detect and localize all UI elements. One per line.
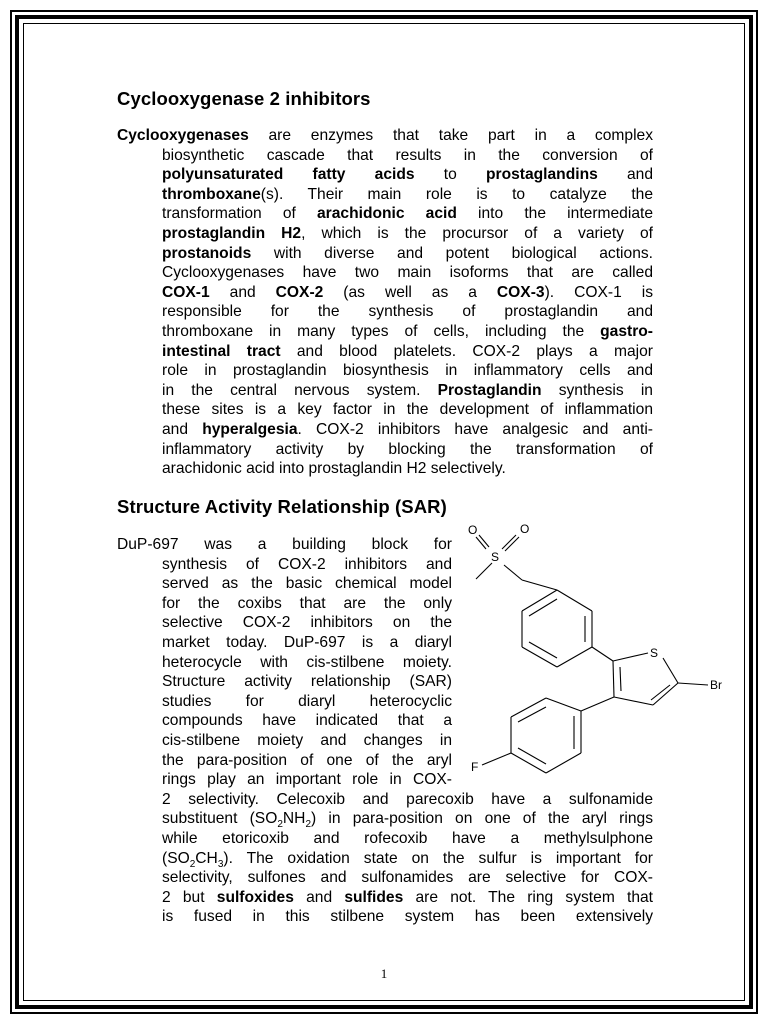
text-run: ). COX-1 is bbox=[544, 283, 653, 301]
text-line bbox=[117, 322, 653, 342]
text-run: cis-stilbene moiety and changes in bbox=[162, 731, 452, 749]
text-line bbox=[117, 126, 653, 146]
bold-term: hyperalgesia bbox=[202, 420, 298, 438]
text-run: to bbox=[414, 166, 486, 184]
bold-term: COX-1 bbox=[162, 283, 210, 301]
text-run: served as the basic chemical model bbox=[162, 575, 452, 593]
bold-term: prostaglandins bbox=[486, 166, 598, 184]
text-run: and bbox=[293, 888, 345, 906]
text-run: ) in para-position on one of the aryl rings bbox=[311, 810, 653, 828]
bold-term: intestinal tract bbox=[162, 342, 281, 360]
text-run: and bbox=[597, 166, 654, 184]
text-run: into the intermediate bbox=[456, 205, 653, 223]
text-line bbox=[117, 672, 452, 692]
text-line bbox=[117, 555, 452, 575]
text-run: market today. DuP-697 is a diaryl bbox=[162, 633, 452, 651]
atom-o2: O bbox=[520, 522, 530, 536]
text-line bbox=[117, 751, 452, 771]
text-line bbox=[117, 244, 653, 264]
page-number: 1 bbox=[380, 966, 388, 981]
text-run: is fused in this stilbene system has been extensively bbox=[162, 908, 653, 926]
subscript: 2 bbox=[189, 858, 196, 870]
atom-s-thiophene: S bbox=[650, 646, 659, 660]
text-line bbox=[117, 868, 653, 888]
text-run: for the coxibs that are the only bbox=[162, 594, 452, 612]
text-run: synthesis in bbox=[541, 381, 653, 399]
text-line bbox=[117, 829, 653, 849]
text-run: rings play an important role in COX- bbox=[162, 771, 452, 789]
text-line bbox=[117, 400, 653, 420]
text-line bbox=[117, 731, 452, 751]
text-run: and blood platelets. COX-2 plays a major bbox=[280, 342, 653, 360]
text-run: heterocycle with cis-stilbene moiety. bbox=[162, 653, 452, 671]
text-line bbox=[117, 790, 653, 810]
paragraph-cyclooxygenases bbox=[117, 126, 653, 479]
text-run: NH bbox=[282, 810, 306, 828]
bold-term: gastro- bbox=[600, 322, 653, 340]
text-run: thromboxane in many types of cells, including the bbox=[162, 322, 601, 340]
bold-term: prostaglandin H2 bbox=[162, 224, 302, 242]
subscript: 3 bbox=[217, 858, 224, 870]
text-line bbox=[117, 185, 653, 205]
text-line bbox=[117, 653, 452, 673]
text-run: (s). Their main role is to catalyze the bbox=[260, 185, 653, 203]
text-run: are not. The ring system that bbox=[403, 888, 654, 906]
subscript: 2 bbox=[277, 819, 283, 831]
text-run: DuP-697 was a building block for bbox=[117, 536, 452, 553]
text-run: these sites is a key factor in the development of inflammation bbox=[162, 401, 653, 419]
bold-term: thromboxane bbox=[162, 185, 261, 203]
text-line bbox=[117, 692, 452, 712]
text-line bbox=[117, 283, 653, 303]
text-line bbox=[117, 613, 452, 633]
text-line bbox=[117, 146, 653, 166]
bold-term: COX-3 bbox=[496, 283, 545, 301]
text-run: transformation of bbox=[162, 205, 317, 223]
text-line bbox=[117, 204, 653, 224]
text-run: in the central nervous system. bbox=[162, 381, 438, 399]
text-run: biosynthetic cascade that results in the conversion of bbox=[162, 146, 653, 164]
text-line bbox=[117, 574, 452, 594]
text-line bbox=[117, 420, 653, 440]
bold-term: sulfoxides bbox=[216, 888, 294, 906]
text-run: (SO bbox=[162, 849, 190, 867]
text-line bbox=[117, 849, 653, 869]
text-line bbox=[117, 809, 653, 829]
text-run: ). The oxidation state on the sulfur is important for bbox=[223, 849, 653, 867]
bold-term: Cyclooxygenases bbox=[117, 127, 249, 144]
text-run: selective COX-2 inhibitors on the bbox=[162, 614, 452, 632]
text-run: Structure activity relationship (SAR) bbox=[162, 673, 452, 691]
text-line bbox=[117, 263, 653, 283]
text-line bbox=[117, 224, 653, 244]
text-run: and bbox=[209, 283, 276, 301]
text-line bbox=[117, 888, 653, 908]
text-line bbox=[117, 711, 452, 731]
text-run: 2 but bbox=[162, 888, 217, 906]
text-run: CH bbox=[195, 849, 218, 867]
text-run: with diverse and potent biological actions. bbox=[251, 244, 653, 262]
text-run: role in prostaglandin biosynthesis in inflammatory cells and bbox=[162, 362, 653, 380]
atom-f: F bbox=[471, 760, 479, 774]
text-line bbox=[117, 594, 452, 614]
text-run: synthesis of COX-2 inhibitors and bbox=[162, 555, 452, 573]
bold-term: polyunsaturated fatty acids bbox=[162, 166, 415, 184]
text-run: the para-position of one of the aryl bbox=[162, 751, 452, 769]
text-line bbox=[117, 361, 653, 381]
text-line bbox=[117, 633, 452, 653]
text-run: Cyclooxygenases have two main isoforms that are called bbox=[162, 264, 653, 282]
text-run: substituent (SO bbox=[162, 810, 278, 828]
atom-s-sulfone: S bbox=[491, 550, 500, 564]
text-run: selectivity, sulfones and sulfonamides are selective for COX- bbox=[162, 869, 653, 887]
text-run: arachidonic acid into prostaglandin H2 selectively. bbox=[162, 460, 506, 478]
text-run: responsible for the synthesis of prostaglandin and bbox=[162, 303, 653, 321]
text-line bbox=[117, 381, 653, 401]
text-run: (as well as a bbox=[323, 283, 497, 301]
text-run: , which is the procursor of a variety of bbox=[301, 224, 653, 242]
atom-o1: O bbox=[468, 523, 478, 537]
text-run: 2 selectivity. Celecoxib and parecoxib have a sulfonamide bbox=[162, 790, 653, 808]
text-run: while etoricoxib and rofecoxib have a methylsulphone bbox=[162, 829, 653, 847]
text-line bbox=[117, 440, 653, 460]
bold-term: sulfides bbox=[344, 888, 404, 906]
text-line bbox=[117, 342, 653, 362]
text-line bbox=[117, 907, 653, 927]
text-line bbox=[117, 459, 653, 479]
text-line bbox=[117, 165, 653, 185]
paragraph-sar-full bbox=[117, 790, 653, 927]
section-heading-sar: Structure Activity Relationship (SAR) bbox=[117, 496, 447, 517]
atom-br: Br bbox=[710, 678, 722, 692]
text-line bbox=[117, 302, 653, 322]
text-run: inflammatory activity by blocking the transformation of bbox=[162, 440, 653, 458]
text-run: and bbox=[162, 420, 203, 438]
bold-term: prostanoids bbox=[162, 244, 252, 262]
bold-term: COX-2 bbox=[275, 283, 324, 301]
bold-term: arachidonic acid bbox=[317, 205, 457, 223]
section-heading-cox2: Cyclooxygenase 2 inhibitors bbox=[117, 88, 371, 109]
text-run: are enzymes that take part in a complex bbox=[248, 127, 653, 144]
subscript: 2 bbox=[305, 819, 311, 831]
text-run: . COX-2 inhibitors have analgesic and anti- bbox=[297, 420, 653, 438]
text-run: studies for diaryl heterocyclic bbox=[162, 692, 452, 710]
bold-term: Prostaglandin bbox=[437, 381, 542, 399]
text-line bbox=[117, 770, 452, 790]
text-run: compounds have indicated that a bbox=[162, 712, 452, 730]
dup697-structure bbox=[458, 515, 738, 785]
text-line bbox=[117, 535, 452, 555]
